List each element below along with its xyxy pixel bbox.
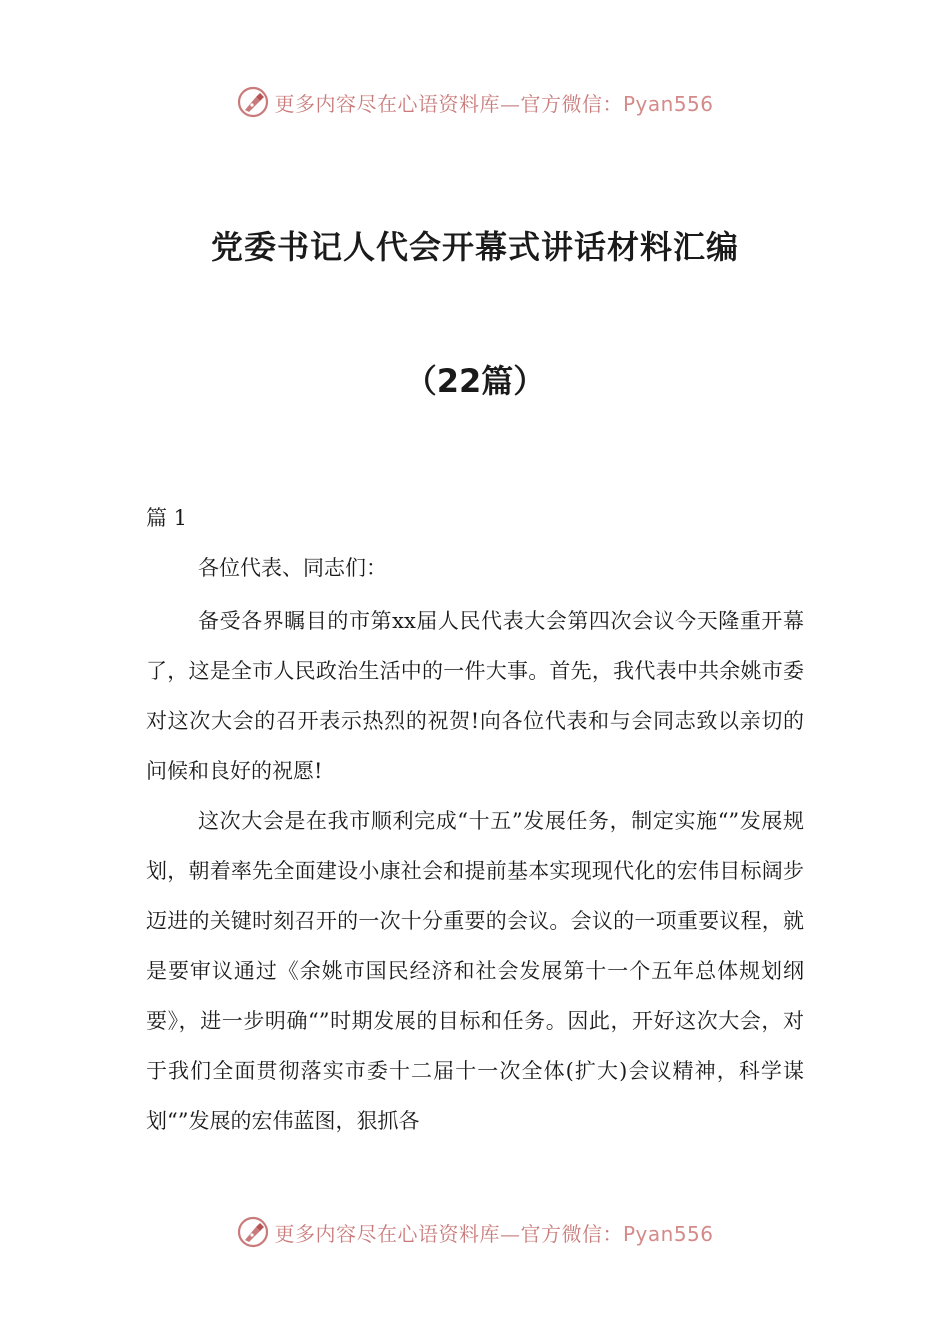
watermark-text: 更多内容尽在心语资料库—官方微信：Pyan556 — [274, 91, 714, 116]
watermark-text: 更多内容尽在心语资料库—官方微信：Pyan556 — [274, 1221, 714, 1246]
pen-nib-logo-icon — [236, 1215, 270, 1249]
salutation: 各位代表、同志们： — [198, 556, 387, 580]
section-label: 篇 1 — [146, 506, 188, 530]
document-body — [146, 596, 804, 1146]
paragraph: 备受各界瞩目的市第xx届人民代表大会第四次会议今天隆重开幕了，这是全市人民政治生活中的一件大事。首先，我代表中共余姚市委对这次大会的召开表示热烈的祝贺!向各位代表和与会同志致以亲切的问候和良好的祝愿! — [146, 609, 804, 783]
pen-nib-logo-icon — [236, 85, 270, 119]
watermark-header — [0, 82, 950, 122]
watermark-footer — [0, 1212, 950, 1252]
paragraph: 这次大会是在我市顺利完成“十五”发展任务，制定实施“”发展规划，朝着率先全面建设小康社会和提前基本实现现代化的宏伟目标阔步迈进的关键时刻召开的一次十分重要的会议。会议的一项重要议程，就是要审议通过《余姚市国民经济和社会发展第十一个五年总体规划纲要》，进一步明确“”时期发展的目标和任务。因此，开好这次大会，对于我们全面贯彻落实市委十二届十一次全体(扩大)会议精神，科学谋划“”发展的宏伟蓝图，狠抓各 — [146, 809, 804, 1133]
document-subtitle: （22篇） — [404, 362, 546, 400]
document-title: 党委书记人代会开幕式讲话材料汇编 — [210, 228, 739, 266]
